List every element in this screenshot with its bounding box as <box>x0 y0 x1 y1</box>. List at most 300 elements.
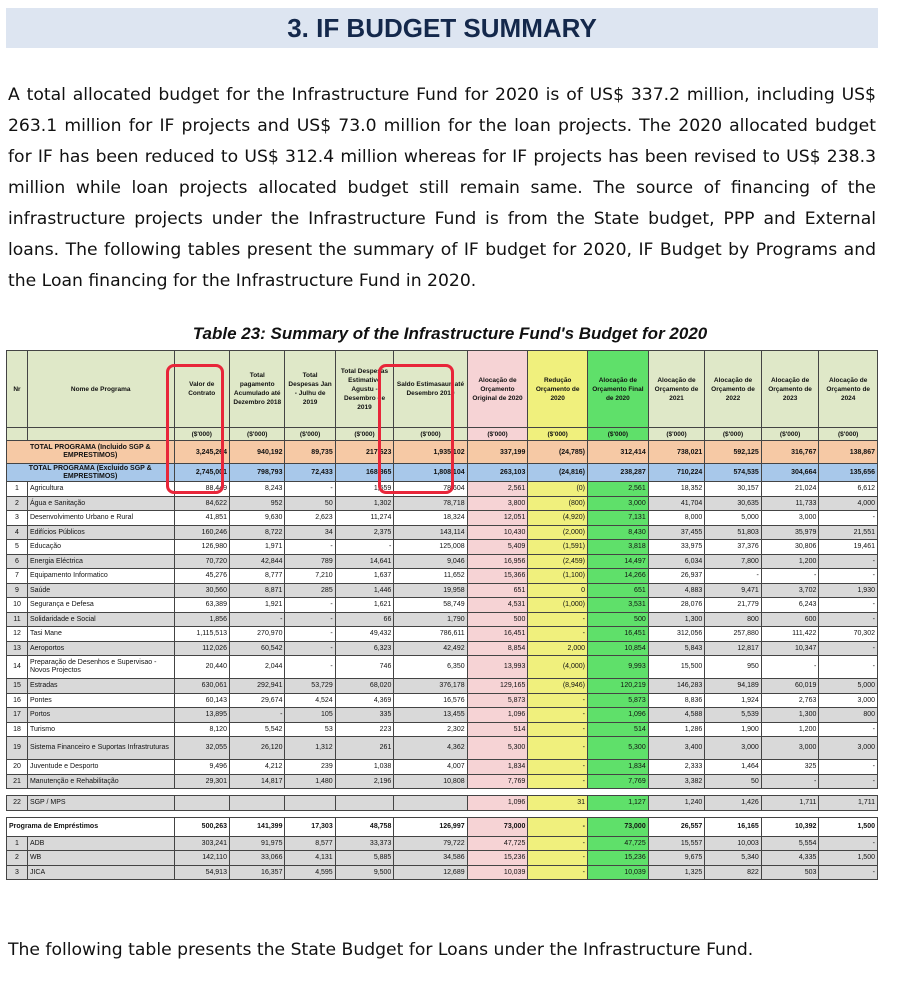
value-cell: 14,497 <box>588 554 649 569</box>
value-cell: 8,243 <box>229 482 284 497</box>
value-cell: 89,735 <box>285 441 335 464</box>
value-cell: 79,722 <box>394 836 467 851</box>
program-name: Saúde <box>27 583 174 598</box>
value-cell: 1,930 <box>819 583 878 598</box>
table-row <box>7 511 878 526</box>
table-row <box>7 554 878 569</box>
unit-cell: ($'000) <box>335 428 394 441</box>
value-cell: 710,224 <box>648 464 705 482</box>
value-cell: 3,818 <box>588 540 649 555</box>
value-cell: 53,729 <box>285 679 335 694</box>
value-cell: 28,076 <box>648 598 705 613</box>
program-name: Desenvolvimento Urbano e Rural <box>27 511 174 526</box>
row-number: 10 <box>7 598 28 613</box>
value-cell: 15,236 <box>588 851 649 866</box>
value-cell: 14,817 <box>229 774 284 789</box>
value-cell: 1,115,513 <box>174 627 229 642</box>
value-cell: 1,500 <box>819 817 878 836</box>
value-cell: - <box>285 540 335 555</box>
value-cell: 4,000 <box>819 496 878 511</box>
value-cell: 1,127 <box>588 796 649 811</box>
table-row <box>7 612 878 627</box>
value-cell: 4,335 <box>761 851 819 866</box>
value-cell: 651 <box>467 583 528 598</box>
value-cell: 146,283 <box>648 679 705 694</box>
value-cell: - <box>528 865 588 880</box>
value-cell: 1,900 <box>705 722 762 737</box>
value-cell: (1,000) <box>528 598 588 613</box>
row-number: 6 <box>7 554 28 569</box>
value-cell: 514 <box>588 722 649 737</box>
program-name: JICA <box>27 865 174 880</box>
value-cell: 111,422 <box>761 627 819 642</box>
value-cell: - <box>528 708 588 723</box>
column-header: Valor de Contrato <box>174 351 229 428</box>
column-header: Alocação de Orçamento de 2023 <box>761 351 819 428</box>
unit-cell: ($'000) <box>467 428 528 441</box>
row-number: 4 <box>7 525 28 540</box>
row-number: 1 <box>7 482 28 497</box>
value-cell: 51,803 <box>705 525 762 540</box>
value-cell: 2,623 <box>285 511 335 526</box>
row-number: 1 <box>7 836 28 851</box>
unit-cell: ($'000) <box>648 428 705 441</box>
value-cell: 9,500 <box>335 865 394 880</box>
value-cell: 26,120 <box>229 737 284 760</box>
value-cell: 5,873 <box>467 693 528 708</box>
value-cell: 5,000 <box>705 511 762 526</box>
value-cell: 3,000 <box>705 737 762 760</box>
value-cell: 6,034 <box>648 554 705 569</box>
value-cell: 6,612 <box>819 482 878 497</box>
value-cell: - <box>285 641 335 656</box>
column-header: Redução Orçamento de 2020 <box>528 351 588 428</box>
value-cell: 45,276 <box>174 569 229 584</box>
value-cell: 88,449 <box>174 482 229 497</box>
value-cell: 592,125 <box>705 441 762 464</box>
value-cell: 138,867 <box>819 441 878 464</box>
value-cell: 135,656 <box>819 464 878 482</box>
value-cell <box>285 796 335 811</box>
value-cell: 18,324 <box>394 511 467 526</box>
column-header: Total Despesas Jan - Julhu de 2019 <box>285 351 335 428</box>
value-cell: 1,240 <box>648 796 705 811</box>
column-header: Saldo Estimasaun até Desembro 2019 <box>394 351 467 428</box>
spacer-row <box>7 810 878 817</box>
unit-cell: ($'000) <box>761 428 819 441</box>
value-cell: - <box>528 836 588 851</box>
value-cell: - <box>528 693 588 708</box>
value-cell: 7,210 <box>285 569 335 584</box>
value-cell: 11,274 <box>335 511 394 526</box>
value-cell: 822 <box>705 865 762 880</box>
value-cell: 4,131 <box>285 851 335 866</box>
unit-cell: ($'000) <box>285 428 335 441</box>
value-cell: 34,586 <box>394 851 467 866</box>
value-cell: 952 <box>229 496 284 511</box>
value-cell: 1,200 <box>761 722 819 737</box>
column-header: Alocação de Orçamento de 2021 <box>648 351 705 428</box>
loan-row <box>7 865 878 880</box>
value-cell: 3,702 <box>761 583 819 598</box>
value-cell: - <box>285 482 335 497</box>
table-caption: Table 23: Summary of the Infrastructure Fund's Budget for 2020 <box>192 324 708 343</box>
value-cell: 1,426 <box>705 796 762 811</box>
sgp-row <box>7 796 878 811</box>
value-cell: 72,433 <box>285 464 335 482</box>
table-row <box>7 569 878 584</box>
value-cell: 30,157 <box>705 482 762 497</box>
value-cell: 9,496 <box>174 760 229 775</box>
value-cell: (0) <box>528 482 588 497</box>
value-cell: 112,026 <box>174 641 229 656</box>
value-cell: 168,865 <box>335 464 394 482</box>
value-cell: 33,066 <box>229 851 284 866</box>
loans-total-row <box>7 817 878 836</box>
value-cell: 10,808 <box>394 774 467 789</box>
row-number: 2 <box>7 496 28 511</box>
row-number: 7 <box>7 569 28 584</box>
value-cell: 35,979 <box>761 525 819 540</box>
value-cell: 1,464 <box>705 760 762 775</box>
value-cell: 2,745,001 <box>174 464 229 482</box>
value-cell: 8,836 <box>648 693 705 708</box>
value-cell: 376,178 <box>394 679 467 694</box>
value-cell: - <box>528 627 588 642</box>
value-cell: 9,993 <box>588 656 649 679</box>
value-cell: 2,000 <box>528 641 588 656</box>
program-name: Sistema Financeiro e Suportas Infrastruturas <box>27 737 174 760</box>
value-cell: 1,790 <box>394 612 467 627</box>
value-cell: 503 <box>761 865 819 880</box>
value-cell: 7,800 <box>705 554 762 569</box>
value-cell: 8,120 <box>174 722 229 737</box>
value-cell: 30,560 <box>174 583 229 598</box>
value-cell: 15,366 <box>467 569 528 584</box>
value-cell: 15,500 <box>648 656 705 679</box>
value-cell: - <box>819 641 878 656</box>
footer-paragraph: The following table presents the State Budget for Loans under the Infrastructure Fund. <box>8 940 754 960</box>
value-cell: 19,958 <box>394 583 467 598</box>
value-cell: 4,524 <box>285 693 335 708</box>
value-cell <box>335 796 394 811</box>
value-cell: 42,844 <box>229 554 284 569</box>
program-name: Equipamento Informatico <box>27 569 174 584</box>
value-cell: 1,286 <box>648 722 705 737</box>
value-cell: 78,718 <box>394 496 467 511</box>
unit-cell <box>7 428 28 441</box>
value-cell: 16,451 <box>467 627 528 642</box>
program-name: Pontes <box>27 693 174 708</box>
value-cell <box>394 796 467 811</box>
program-name: Edifícios Públicos <box>27 525 174 540</box>
value-cell: 32,055 <box>174 737 229 760</box>
value-cell <box>174 796 229 811</box>
value-cell: 11,652 <box>394 569 467 584</box>
row-number: 14 <box>7 656 28 679</box>
value-cell: 8,000 <box>648 511 705 526</box>
table-row <box>7 540 878 555</box>
value-cell: 789 <box>285 554 335 569</box>
value-cell: 73,000 <box>467 817 528 836</box>
value-cell: - <box>761 656 819 679</box>
value-cell: 9,630 <box>229 511 284 526</box>
value-cell: 5,885 <box>335 851 394 866</box>
value-cell: - <box>528 722 588 737</box>
value-cell: 1,300 <box>648 612 705 627</box>
value-cell: 5,340 <box>705 851 762 866</box>
column-header: Alocação de Orçamento Original de 2020 <box>467 351 528 428</box>
value-cell: 10,347 <box>761 641 819 656</box>
table-row <box>7 679 878 694</box>
value-cell: 1,856 <box>174 612 229 627</box>
value-cell: - <box>819 760 878 775</box>
value-cell: 78,604 <box>394 482 467 497</box>
program-name: Tasi Mane <box>27 627 174 642</box>
value-cell: 263,103 <box>467 464 528 482</box>
program-name: ADB <box>27 836 174 851</box>
column-header: Alocação de Orçamento Final de 2020 <box>588 351 649 428</box>
row-label: TOTAL PROGRAMA (Incluido SGP & EMPRESTIMOS) <box>7 441 175 464</box>
value-cell: 50 <box>285 496 335 511</box>
table-row <box>7 641 878 656</box>
program-name: Solidaridade e Social <box>27 612 174 627</box>
value-cell: (1,100) <box>528 569 588 584</box>
value-cell: 746 <box>335 656 394 679</box>
value-cell: 1,808,104 <box>394 464 467 482</box>
value-cell: 4,369 <box>335 693 394 708</box>
value-cell: 1,325 <box>648 865 705 880</box>
value-cell: 34 <box>285 525 335 540</box>
value-cell: 2,044 <box>229 656 284 679</box>
value-cell: 312,056 <box>648 627 705 642</box>
value-cell: 3,000 <box>761 737 819 760</box>
value-cell: 7,131 <box>588 511 649 526</box>
program-name: Aeroportos <box>27 641 174 656</box>
value-cell: 15,557 <box>648 836 705 851</box>
table-row <box>7 627 878 642</box>
value-cell: - <box>819 836 878 851</box>
value-cell: (800) <box>528 496 588 511</box>
value-cell: 5,542 <box>229 722 284 737</box>
value-cell: 738,021 <box>648 441 705 464</box>
value-cell: 3,531 <box>588 598 649 613</box>
program-name: Agricultura <box>27 482 174 497</box>
value-cell: 0 <box>528 583 588 598</box>
program-name: WB <box>27 851 174 866</box>
row-number: 16 <box>7 693 28 708</box>
value-cell: 2,561 <box>467 482 528 497</box>
value-cell: 16,357 <box>229 865 284 880</box>
value-cell: 60,019 <box>761 679 819 694</box>
table-row <box>7 760 878 775</box>
row-number: 5 <box>7 540 28 555</box>
value-cell: 6,243 <box>761 598 819 613</box>
value-cell: 7,769 <box>588 774 649 789</box>
program-name: Energia Eléctrica <box>27 554 174 569</box>
table-row <box>7 496 878 511</box>
value-cell: 16,451 <box>588 627 649 642</box>
value-cell: 1,446 <box>335 583 394 598</box>
value-cell: 33,975 <box>648 540 705 555</box>
column-header: Alocação de Orçamento de 2022 <box>705 351 762 428</box>
column-header: Nome de Programa <box>27 351 174 428</box>
unit-cell: ($'000) <box>174 428 229 441</box>
value-cell: 41,851 <box>174 511 229 526</box>
value-cell: 41,704 <box>648 496 705 511</box>
value-cell: - <box>819 774 878 789</box>
value-cell: - <box>761 569 819 584</box>
value-cell: 217,623 <box>335 441 394 464</box>
value-cell: 11,733 <box>761 496 819 511</box>
value-cell: 15,236 <box>467 851 528 866</box>
value-cell: 1,935,102 <box>394 441 467 464</box>
unit-cell: ($'000) <box>528 428 588 441</box>
value-cell: 21,551 <box>819 525 878 540</box>
value-cell: 20,440 <box>174 656 229 679</box>
value-cell: (4,000) <box>528 656 588 679</box>
value-cell: 8,777 <box>229 569 284 584</box>
value-cell: 42,492 <box>394 641 467 656</box>
value-cell: 16,576 <box>394 693 467 708</box>
value-cell: 7,769 <box>467 774 528 789</box>
value-cell: 2,561 <box>588 482 649 497</box>
value-cell: 47,725 <box>588 836 649 851</box>
value-cell: 70,302 <box>819 627 878 642</box>
value-cell: 316,767 <box>761 441 819 464</box>
value-cell: 292,941 <box>229 679 284 694</box>
table-row <box>7 525 878 540</box>
value-cell: (2,000) <box>528 525 588 540</box>
value-cell: 6,323 <box>335 641 394 656</box>
value-cell: 12,689 <box>394 865 467 880</box>
row-number: 17 <box>7 708 28 723</box>
program-name: Turismo <box>27 722 174 737</box>
value-cell: 126,997 <box>394 817 467 836</box>
value-cell: 26,937 <box>648 569 705 584</box>
value-cell: - <box>285 627 335 642</box>
loan-row <box>7 851 878 866</box>
value-cell: 60,542 <box>229 641 284 656</box>
value-cell: 514 <box>467 722 528 737</box>
value-cell: 261 <box>335 737 394 760</box>
value-cell: 600 <box>761 612 819 627</box>
value-cell: 8,871 <box>229 583 284 598</box>
value-cell: - <box>229 612 284 627</box>
value-cell: 325 <box>761 760 819 775</box>
value-cell: 54,913 <box>174 865 229 880</box>
value-cell: 12,051 <box>467 511 528 526</box>
value-cell: 66 <box>335 612 394 627</box>
value-cell: 91,975 <box>229 836 284 851</box>
value-cell: - <box>528 737 588 760</box>
row-number: 20 <box>7 760 28 775</box>
value-cell: 120,219 <box>588 679 649 694</box>
column-header: Nr <box>7 351 28 428</box>
value-cell: 48,758 <box>335 817 394 836</box>
value-cell: 2,375 <box>335 525 394 540</box>
value-cell: 4,007 <box>394 760 467 775</box>
value-cell: 9,675 <box>648 851 705 866</box>
row-number: 9 <box>7 583 28 598</box>
value-cell: 5,873 <box>588 693 649 708</box>
value-cell: 12,817 <box>705 641 762 656</box>
program-name: SGP / MPS <box>27 796 174 811</box>
value-cell: - <box>528 851 588 866</box>
value-cell: - <box>528 612 588 627</box>
value-cell: 257,880 <box>705 627 762 642</box>
value-cell: - <box>819 511 878 526</box>
value-cell: 1,200 <box>761 554 819 569</box>
value-cell: 50 <box>705 774 762 789</box>
value-cell: 800 <box>705 612 762 627</box>
program-name: Juventude e Desporto <box>27 760 174 775</box>
highlight-box-contract-value <box>166 364 224 494</box>
value-cell: 10,039 <box>467 865 528 880</box>
value-cell: 63,389 <box>174 598 229 613</box>
value-cell: 3,000 <box>819 737 878 760</box>
value-cell: 2,763 <box>761 693 819 708</box>
value-cell: 1,834 <box>588 760 649 775</box>
value-cell: 5,409 <box>467 540 528 555</box>
value-cell: 84,622 <box>174 496 229 511</box>
program-name: Estradas <box>27 679 174 694</box>
value-cell: 19,461 <box>819 540 878 555</box>
value-cell: - <box>819 722 878 737</box>
value-cell: 1,480 <box>285 774 335 789</box>
value-cell: 4,883 <box>648 583 705 598</box>
value-cell: 10,392 <box>761 817 819 836</box>
value-cell: 950 <box>705 656 762 679</box>
value-cell: 141,399 <box>229 817 284 836</box>
value-cell: - <box>705 569 762 584</box>
value-cell: 1,621 <box>335 598 394 613</box>
value-cell: 70,720 <box>174 554 229 569</box>
value-cell: 142,110 <box>174 851 229 866</box>
value-cell: 14,266 <box>588 569 649 584</box>
program-name: Portos <box>27 708 174 723</box>
value-cell: 47,725 <box>467 836 528 851</box>
value-cell: 239 <box>285 760 335 775</box>
value-cell: 800 <box>819 708 878 723</box>
value-cell: 26,557 <box>648 817 705 836</box>
value-cell: 13,895 <box>174 708 229 723</box>
value-cell: 3,000 <box>588 496 649 511</box>
value-cell: 4,595 <box>285 865 335 880</box>
value-cell: 3,800 <box>467 496 528 511</box>
program-name: Educação <box>27 540 174 555</box>
value-cell: 37,455 <box>648 525 705 540</box>
value-cell: - <box>819 598 878 613</box>
column-header: Alocação de Orçamento de 2024 <box>819 351 878 428</box>
program-name: Segurança e Defesa <box>27 598 174 613</box>
value-cell: 10,003 <box>705 836 762 851</box>
value-cell: 1,924 <box>705 693 762 708</box>
value-cell: - <box>285 612 335 627</box>
value-cell: - <box>335 540 394 555</box>
value-cell: 337,199 <box>467 441 528 464</box>
value-cell: 160,246 <box>174 525 229 540</box>
value-cell: 9,046 <box>394 554 467 569</box>
value-cell: 630,061 <box>174 679 229 694</box>
table-row <box>7 774 878 789</box>
value-cell: 500 <box>467 612 528 627</box>
value-cell: 3,000 <box>761 511 819 526</box>
value-cell: 17,303 <box>285 817 335 836</box>
value-cell: 126,980 <box>174 540 229 555</box>
row-number: 13 <box>7 641 28 656</box>
row-number: 3 <box>7 511 28 526</box>
